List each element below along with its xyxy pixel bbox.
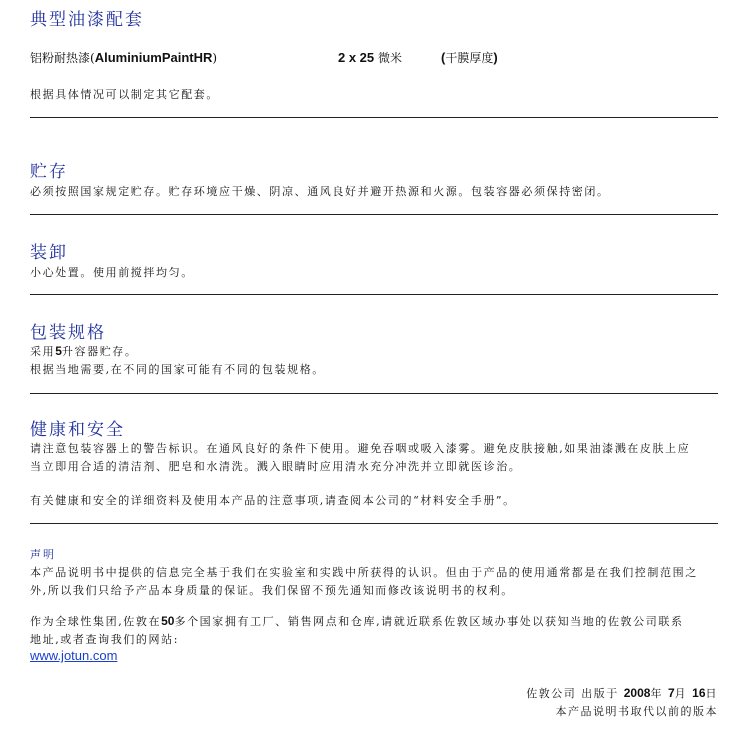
paint-system-note: 根据具体情况可以制定其它配套。 [30, 88, 219, 101]
divider [30, 117, 718, 118]
thickness-value: 2 x 25 [338, 50, 375, 65]
section-title-packing: 包装规格 [30, 323, 106, 343]
section-title-handling: 装卸 [30, 243, 68, 263]
month-unit: 月 [674, 687, 688, 700]
product-line [30, 49, 217, 66]
section-title-declaration: 声明 [30, 548, 56, 561]
declaration-line-2: 外,所以我们只给予产品本身质量的保证。我们保留不预先通知而修改该说明书的权利。 [30, 584, 514, 597]
pub-month: 7 [667, 686, 675, 700]
publication-info [526, 685, 718, 701]
divider [30, 393, 718, 394]
product-name-close: ) [212, 51, 218, 65]
film-note [441, 49, 498, 66]
health-line-3: 有关健康和安全的详细资料及使用本产品的注意事项,请查阅本公司的“材料安全手册”。 [30, 494, 516, 507]
year-unit: 年 [650, 687, 663, 700]
film-note-close: ) [493, 50, 498, 65]
handling-text: 小心处置。使用前搅拌均匀。 [30, 266, 194, 279]
declaration-line-3 [30, 613, 684, 629]
divider [30, 523, 718, 524]
divider [30, 214, 718, 215]
declaration-post: 多个国家拥有工厂、销售网点和仓库,请就近联系佐敦区域办事处以获知当地的佐敦公司联系 [174, 615, 684, 628]
pub-day: 16 [692, 686, 706, 700]
packing-volume: 5 [55, 344, 62, 358]
day-unit: 日 [705, 687, 718, 700]
section-title-health: 健康和安全 [30, 420, 125, 440]
health-line-1: 请注意包装容器上的警告标识。在通风良好的条件下使用。避免吞咽或吸入漆雾。避免皮肤接触,如果油漆溅在皮肤上应 [30, 442, 691, 455]
film-note-open: ( [441, 50, 446, 65]
country-count: 50 [161, 614, 175, 628]
storage-text: 必须按照国家规定贮存。贮存环境应干燥、阴凉、通风良好并避开热源和火源。包装容器必须保持密闭。 [30, 185, 610, 198]
packing-post: 升容器贮存。 [61, 345, 138, 358]
packing-line-1 [30, 343, 138, 359]
section-title-storage: 贮存 [30, 162, 68, 182]
pub-year: 2008 [623, 686, 651, 700]
thickness-unit: 微米 [377, 51, 402, 65]
declaration-pre: 作为全球性集团,佐敦在 [30, 615, 162, 628]
divider [30, 294, 718, 295]
product-name-cn: 铝粉耐热漆( [30, 51, 95, 65]
packing-pre: 采用 [30, 345, 56, 358]
declaration-line-4: 地址,或者查询我们的网站: [30, 633, 180, 646]
product-name-en: AluminiumPaintHR [94, 50, 213, 65]
issuer: 佐敦公司 出版于 [526, 687, 619, 700]
health-line-2: 当立即用合适的清洁剂、肥皂和水清洗。溅入眼睛时应用清水充分冲洗并立即就医诊治。 [30, 460, 522, 473]
packing-line-2: 根据当地需要,在不同的国家可能有不同的包装规格。 [30, 363, 325, 376]
section-title-paint-system: 典型油漆配套 [30, 10, 144, 30]
film-thickness [338, 49, 402, 66]
declaration-line-1: 本产品说明书中提供的信息完全基于我们在实验室和实践中所获得的认识。但由于产品的使用通常都是在我们控制范围之 [30, 566, 698, 579]
film-note-text: 干膜厚度 [445, 51, 494, 65]
replace-note: 本产品说明书取代以前的版本 [555, 705, 718, 718]
website-link[interactable]: www.jotun.com [30, 648, 118, 663]
